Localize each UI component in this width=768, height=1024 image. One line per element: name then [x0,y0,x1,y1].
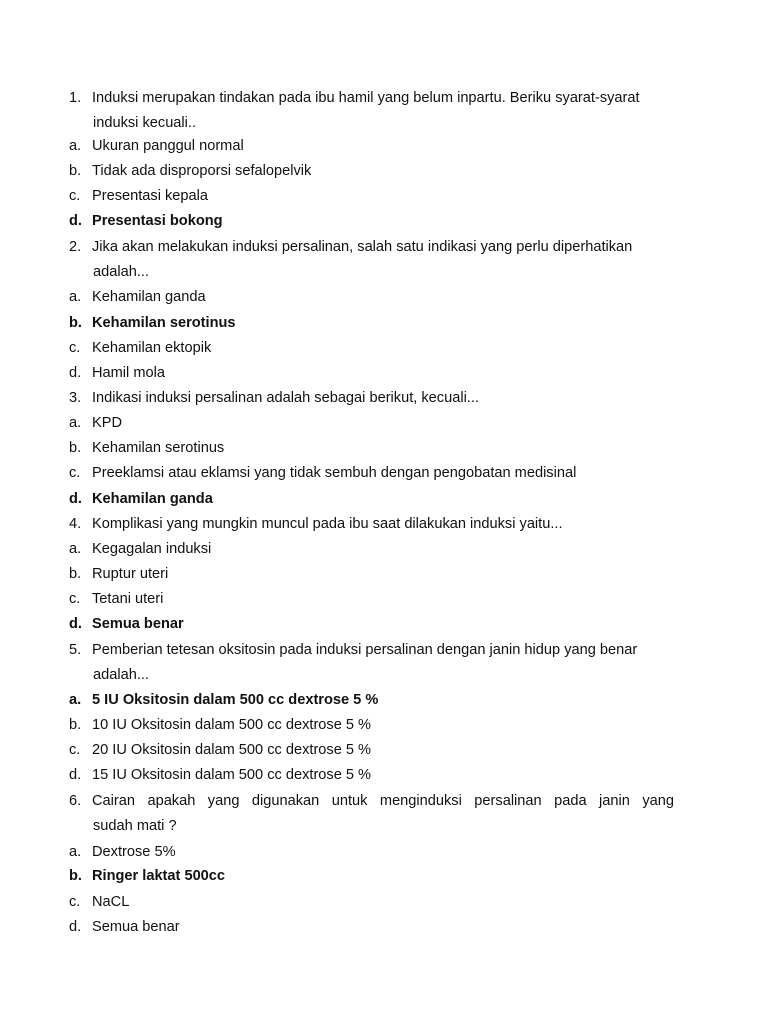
option-text: Kehamilan serotinus [92,315,236,331]
option-letter: d. [69,767,82,783]
option-text: Presentasi kepala [92,188,209,204]
question-number: 1. [69,90,82,106]
option-text: Ruptur uteri [92,566,169,582]
option-letter: c. [69,340,81,356]
option-letter: c. [69,742,81,758]
question-text: Pemberian tetesan oksitosin pada induksi persalinan dengan janin hidup yang benar [92,642,638,658]
option-letter: c. [69,591,81,607]
option-letter: d. [69,213,82,229]
option-text: Kehamilan ganda [92,289,206,305]
option-letter: b. [69,566,82,582]
option-letter: d. [69,919,82,935]
option-text: Semua benar [92,616,184,632]
option-letter: c. [69,188,81,204]
question-text-continued: induksi kecuali.. [93,115,197,131]
option-letter: a. [69,289,82,305]
option-text: Dextrose 5% [92,844,176,860]
option-text: NaCL [92,894,130,910]
option-text: 20 IU Oksitosin dalam 500 cc dextrose 5 % [92,742,372,758]
option-letter: a. [69,138,82,154]
option-letter: b. [69,868,82,884]
option-text: Ringer laktat 500cc [92,868,226,884]
option-text: Presentasi bokong [92,213,223,229]
question-number: 3. [69,390,82,406]
question-text: Induksi merupakan tindakan pada ibu hamil yang belum inpartu. Beriku syarat-syarat [92,90,640,106]
option-letter: c. [69,894,81,910]
question-text-continued: adalah... [93,667,149,683]
option-text: 10 IU Oksitosin dalam 500 cc dextrose 5 % [92,717,372,733]
option-text: Preeklamsi atau eklamsi yang tidak sembuh dengan pengobatan medisinal [92,465,577,481]
option-text: Kehamilan ganda [92,491,213,507]
option-letter: b. [69,717,82,733]
option-letter: a. [69,541,82,557]
question-text: Indikasi induksi persalinan adalah sebagai berikut, kecuali... [92,390,479,406]
option-letter: b. [69,315,82,331]
option-text: Kehamilan ektopik [92,340,212,356]
option-text: Hamil mola [92,365,165,381]
question-number: 4. [69,516,82,532]
question-text-continued: sudah mati ? [93,818,177,834]
option-text: KPD [92,415,123,431]
option-letter: d. [69,365,82,381]
question-number: 2. [69,239,82,255]
option-letter: a. [69,844,82,860]
question-text-continued: adalah... [93,264,149,280]
option-text: 5 IU Oksitosin dalam 500 cc dextrose 5 % [92,692,379,708]
option-letter: a. [69,692,82,708]
question-text: Komplikasi yang mungkin muncul pada ibu saat dilakukan induksi yaitu... [92,516,563,532]
option-text: Kegagalan induksi [92,541,212,557]
option-letter: c. [69,465,81,481]
question-number: 5. [69,642,82,658]
option-letter: d. [69,616,82,632]
question-text: Cairan apakah yang digunakan untuk menginduksi persalinan pada janin yang [92,793,674,809]
option-text: Semua benar [92,919,180,935]
option-letter: d. [69,491,82,507]
option-text: Tidak ada disproporsi sefalopelvik [92,163,312,179]
option-letter: b. [69,440,82,456]
option-letter: b. [69,163,82,179]
question-text: Jika akan melakukan induksi persalinan, salah satu indikasi yang perlu diperhatikan [92,239,633,255]
option-text: 15 IU Oksitosin dalam 500 cc dextrose 5 % [92,767,372,783]
option-text: Kehamilan serotinus [92,440,225,456]
question-number: 6. [69,793,82,809]
option-text: Ukuran panggul normal [92,138,244,154]
option-text: Tetani uteri [92,591,164,607]
option-letter: a. [69,415,82,431]
